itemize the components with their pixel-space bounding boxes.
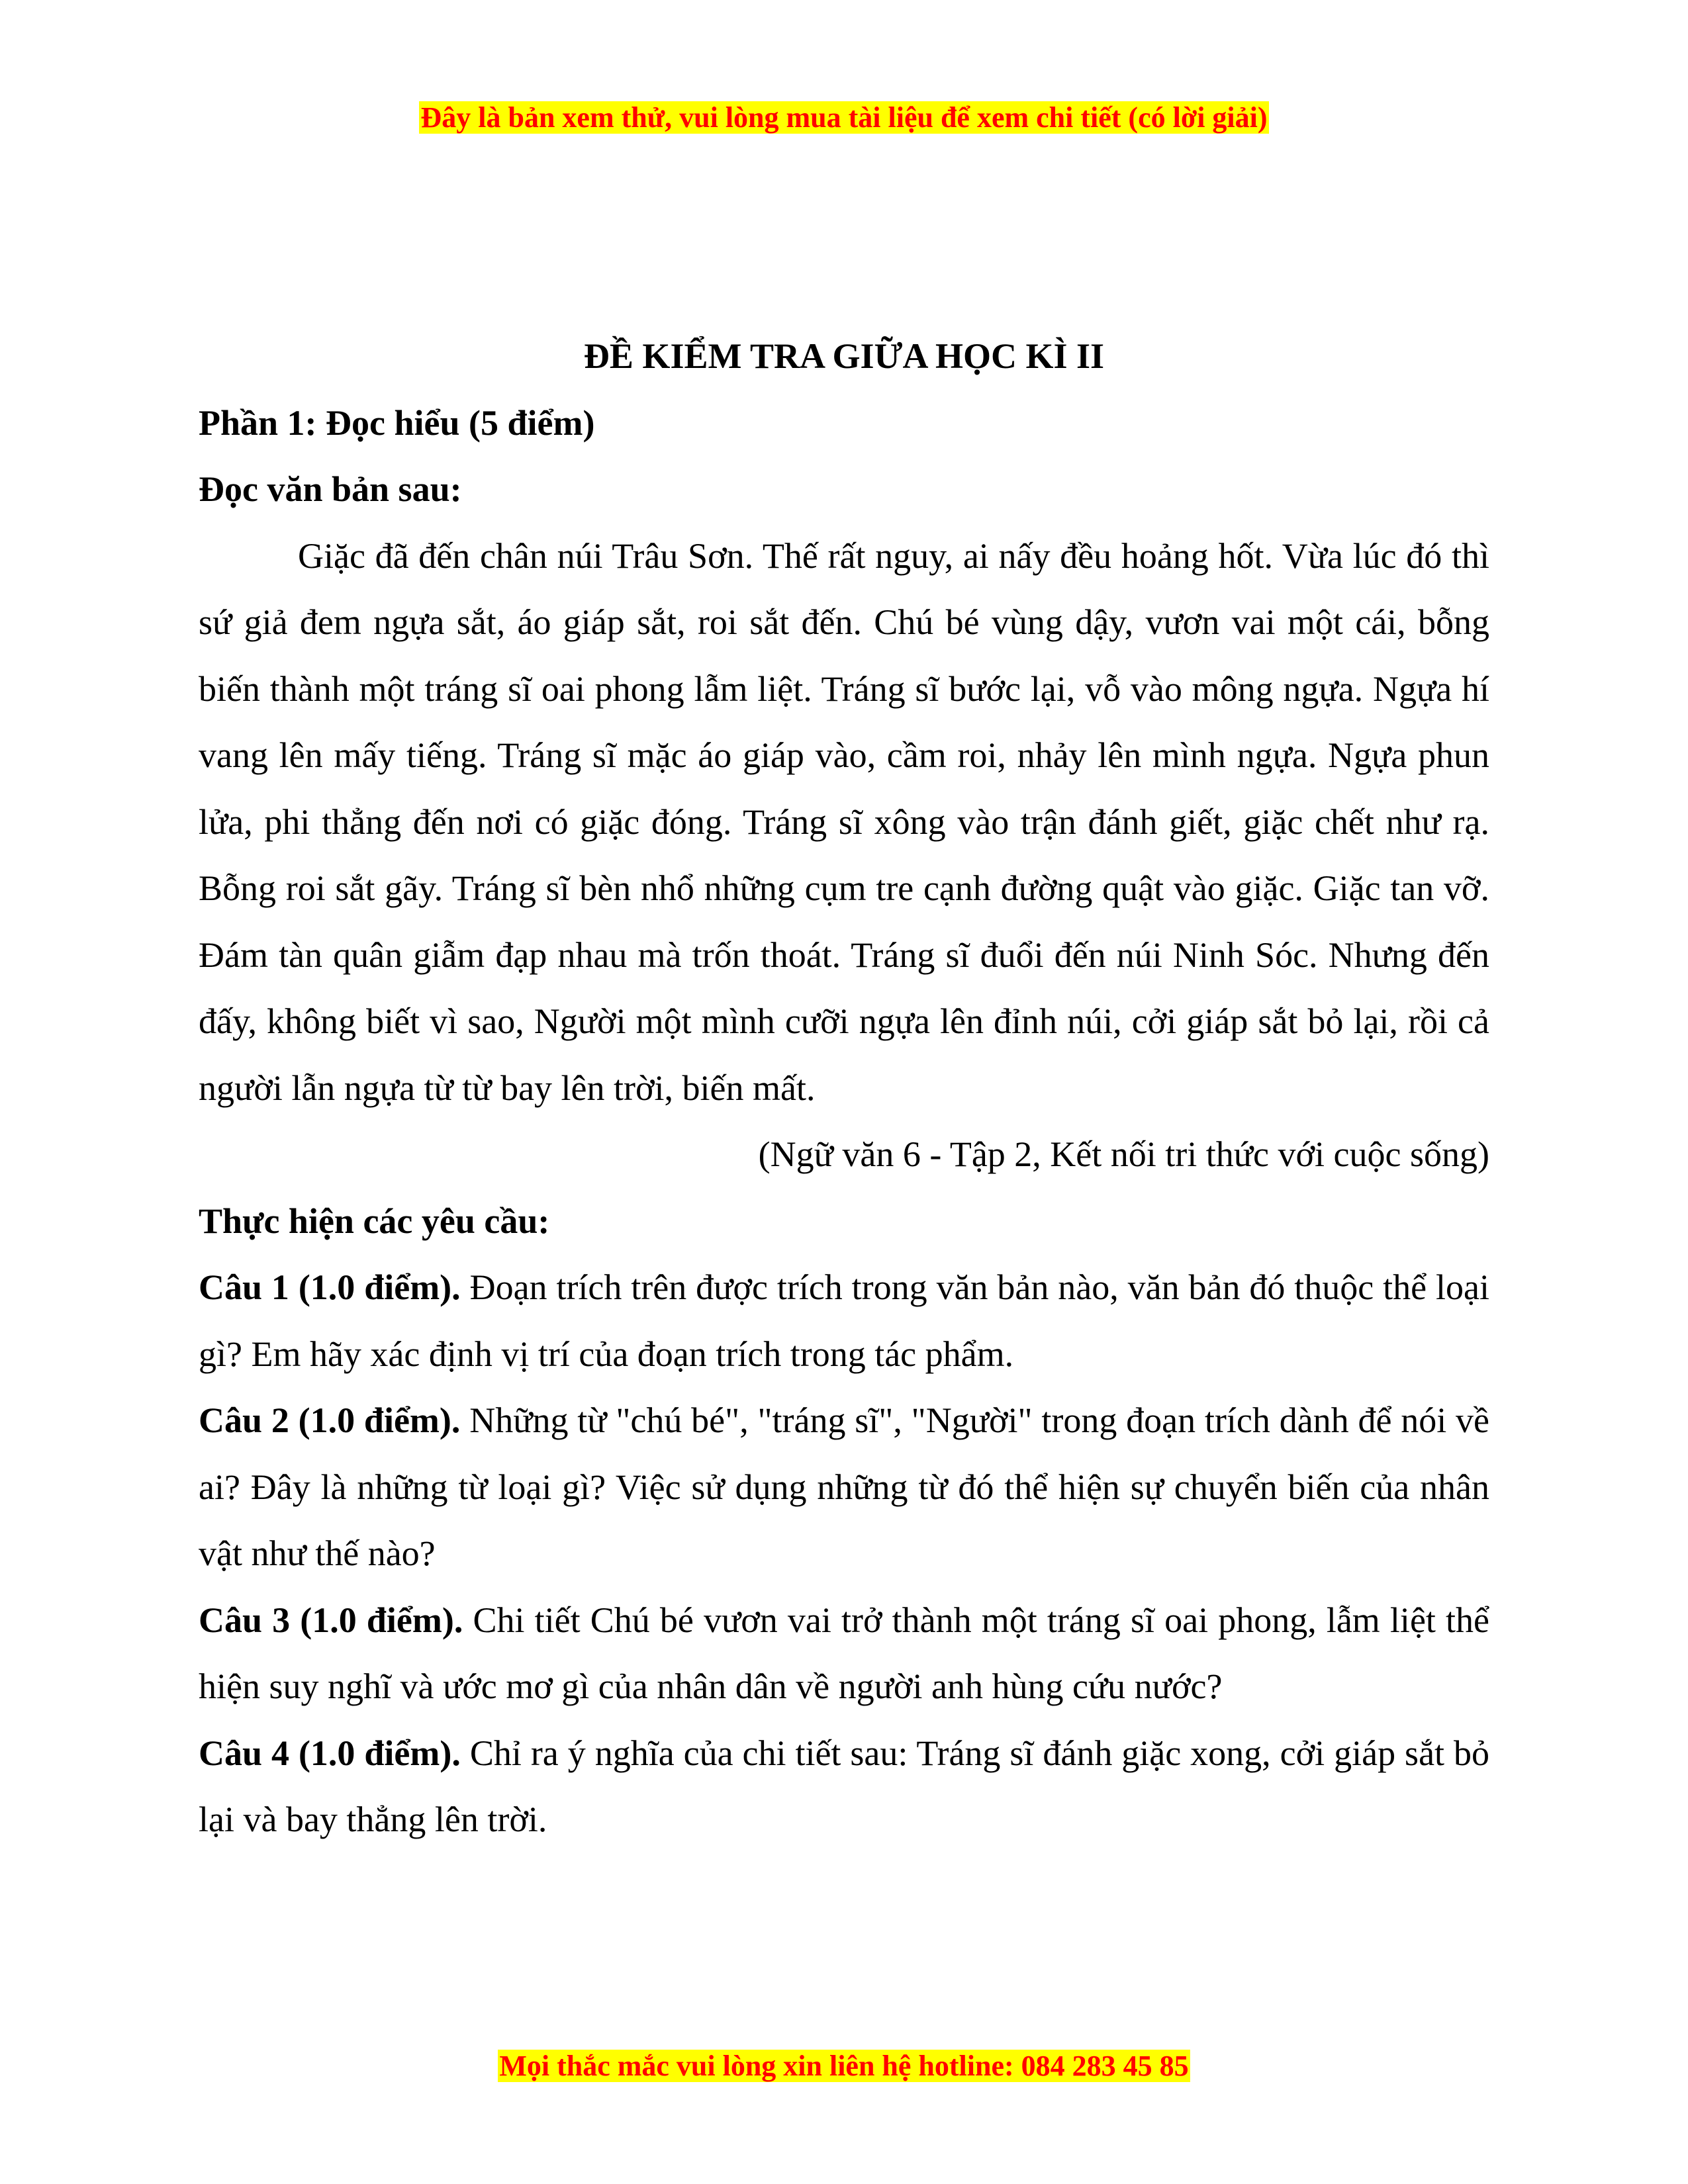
question-2-label: Câu 2 (1.0 điểm). — [199, 1400, 461, 1440]
question-3 — [199, 1587, 1489, 1720]
document-body — [199, 323, 1489, 1853]
passage-source: (Ngữ văn 6 - Tập 2, Kết nối tri thức với cuộc sống) — [758, 1134, 1489, 1174]
preview-notice-text: Đây là bản xem thử, vui lòng mua tài liệu để xem chi tiết (có lời giải) — [420, 101, 1268, 134]
tasks-heading: Thực hiện các yêu cầu: — [199, 1201, 550, 1241]
question-1 — [199, 1254, 1489, 1387]
read-instruction-heading: Đọc văn bản sau: — [199, 469, 462, 509]
hotline-banner — [0, 2046, 1688, 2086]
question-3-label: Câu 3 (1.0 điểm). — [199, 1600, 463, 1640]
question-2 — [199, 1387, 1489, 1587]
page-title: ĐỀ KIỂM TRA GIỮA HỌC KÌ II — [583, 336, 1105, 376]
question-1-label: Câu 1 (1.0 điểm). — [199, 1267, 461, 1307]
hotline-text: Mọi thắc mắc vui lòng xin liên hệ hotline: 084 283 45 85 — [499, 2050, 1189, 2082]
question-3-text: Chi tiết Chú bé vươn vai trở thành một tráng sĩ oai phong, lẫm liệt thể hiện suy nghĩ và ước mơ gì của nhân dân về người anh hùng cứu nước? — [199, 1600, 1490, 1706]
question-4 — [199, 1720, 1489, 1853]
question-4-label: Câu 4 (1.0 điểm). — [199, 1733, 461, 1773]
question-1-text: Đoạn trích trên được trích trong văn bản nào, văn bản đó thuộc thể loại gì? Em hãy xác định vị trí của đoạn trích trong tác phẩm. — [199, 1267, 1489, 1374]
preview-notice-banner — [0, 98, 1688, 138]
reading-passage: Giặc đã đến chân núi Trâu Sơn. Thế rất nguy, ai nấy đều hoảng hốt. Vừa lúc đó thì sứ giả đem ngựa sắt, áo giáp sắt, roi sắt đến. Chú bé vùng dậy, vươn vai một cái, bỗng biến thành một tráng sĩ oai phong lẫm liệt. Tráng sĩ bước lại, vỗ vào mông ngựa. Ngựa hí vang lên mấy tiếng. Tráng sĩ mặc áo giáp vào, cầm roi, nhảy lên mình ngựa. Ngựa phun lửa, phi thẳng đến nơi có giặc đóng. Tráng sĩ xông vào trận đánh giết, giặc chết như rạ. Bỗng roi sắt gãy. Tráng sĩ bèn nhổ những cụm tre cạnh đường quật vào giặc. Giặc tan vỡ. Đám tàn quân giẫm đạp nhau mà trốn thoát. Tráng sĩ đuổi đến núi Ninh Sóc. Nhưng đến đấy, không biết vì sao, Người một mình cưỡi ngựa lên đỉnh núi, cởi giáp sắt bỏ lại, rồi cả người lẫn ngựa từ từ bay lên trời, biến mất. — [199, 535, 1489, 1108]
section-heading-reading: Phần 1: Đọc hiểu (5 điểm) — [199, 402, 595, 443]
question-4-text: Chỉ ra ý nghĩa của chi tiết sau: Tráng sĩ đánh giặc xong, cởi giáp sắt bỏ lại và bay thẳng lên trời. — [199, 1733, 1490, 1839]
question-2-text: Những từ "chú bé", "tráng sĩ", "Người" trong đoạn trích dành để nói về ai? Đây là những từ loại gì? Việc sử dụng những từ đó thể hiện sự chuyển biến của nhân vật như thế nào? — [199, 1400, 1490, 1573]
